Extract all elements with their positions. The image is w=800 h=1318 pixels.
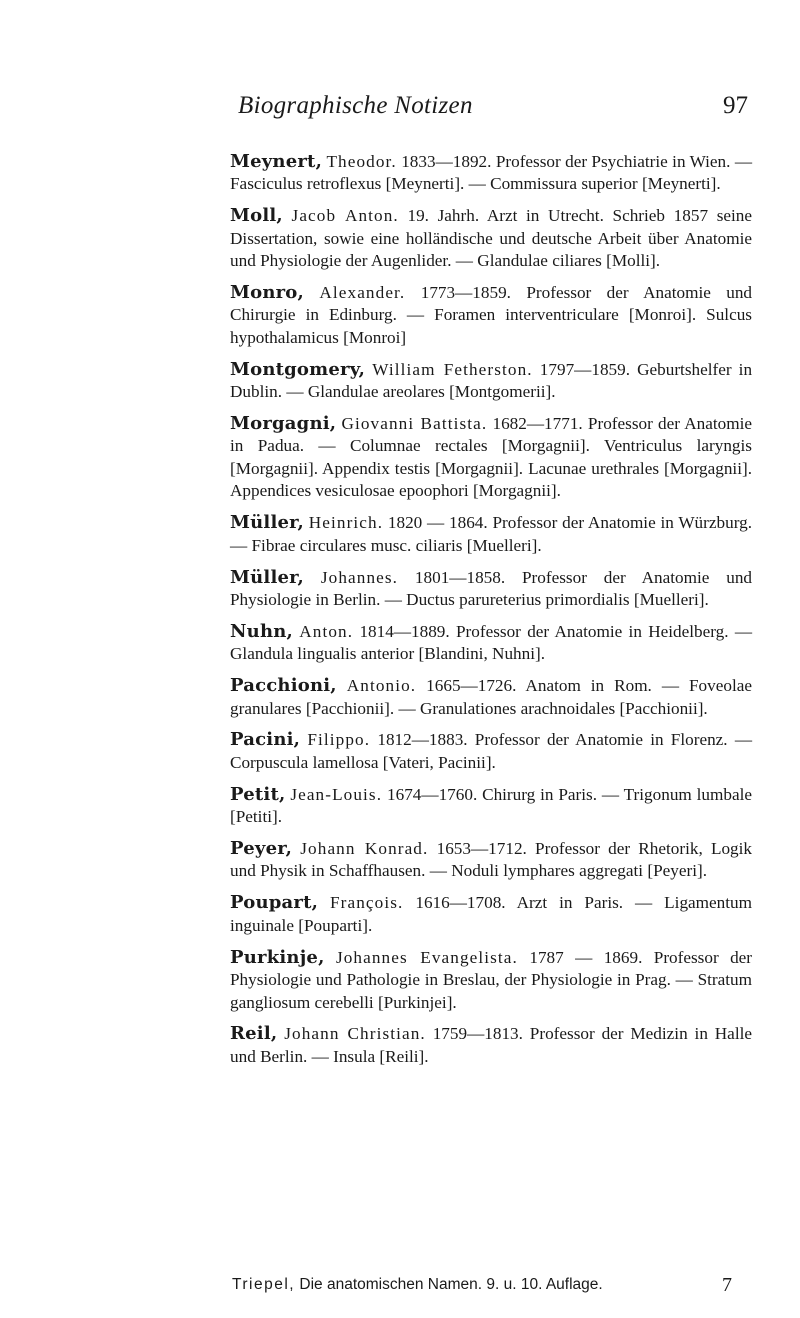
entry-given-name: Heinrich. — [308, 513, 384, 533]
entry-surname: Montgomery, — [230, 358, 366, 380]
entry-surname: Poupart, — [230, 892, 319, 914]
entry-text: 1787 — 1869. Professor der Physiologie und Pathologie in Breslau, der Physiologie in Prag. — Stratum gangliosum cerebelli [Purkinjei]. — [230, 947, 753, 1012]
entry-given-name: François. — [330, 893, 404, 913]
entry-text: 1674—1760. Chirurg in Paris. — Trigonum lumbale [Petiti]. — [230, 784, 753, 827]
entry-given-name: Jean-Louis. — [290, 784, 383, 804]
entry — [230, 413, 752, 503]
entry-surname: Meynert, — [230, 151, 323, 172]
entry — [230, 947, 752, 1014]
entry-surname: Müller, — [230, 566, 304, 588]
entry-surname: Pacini, — [230, 729, 301, 751]
entry-surname: Morgagni, — [230, 413, 337, 435]
entry-given-name: Johannes Evangelista. — [335, 947, 518, 967]
footer-author: Triepel, — [232, 1276, 296, 1293]
entry-text: 1814—1889. Professor der Anatomie in Heidelberg. — Glandula lingualis anterior [Blandini, Nuhni]. — [230, 621, 753, 664]
entry-given-name: Giovanni Battista. — [341, 414, 488, 434]
entry-given-name: Johannes. — [320, 567, 399, 587]
entry-text: 19. Jahrh. Arzt in Utrecht. Schrieb 1857 seine Dissertation, sowie eine holländische und deutsche Arbeit über Anatomie und Physiologie der Augenlider. — Glandulae ciliares [Molli]. — [230, 206, 753, 271]
entry-given-name: Johann Christian. — [284, 1024, 426, 1044]
entry — [230, 512, 752, 557]
entry — [230, 892, 752, 937]
entry-given-name: William Fetherston. — [372, 359, 533, 379]
entry — [230, 205, 752, 272]
entry-surname: Müller, — [230, 512, 304, 534]
page-footer — [232, 1276, 732, 1300]
entry — [230, 1023, 752, 1068]
entry — [230, 784, 752, 829]
entry-given-name: Alexander. — [319, 283, 406, 303]
entry-text: 1797—1859. Geburtshelfer in Dublin. — Glandulae areolares [Montgomerii]. — [230, 359, 753, 402]
entry-surname: Petit, — [230, 783, 286, 805]
entry — [230, 838, 752, 883]
entry-text: 1773—1859. Professor der Anatomie und Chirurgie in Edinburg. — Foramen interventriculare [Monroi]. Sulcus hypothalamicus [Monroi] — [230, 283, 753, 347]
entry-text: 1833—1892. Professor der Psychiatrie in Wien. — Fasciculus retroflexus [Meynerti]. — Commissura superior [Meynerti]. — [230, 152, 753, 194]
entry-given-name: Johann Konrad. — [300, 839, 429, 859]
entry — [230, 567, 752, 612]
page-number: 97 — [723, 92, 748, 119]
entry-text: 1653—1712. Professor der Rhetorik, Logik und Physik in Schaffhausen. — Noduli lymphares aggregati [Peyeri]. — [230, 839, 753, 881]
entry-text: 1616—1708. Arzt in Paris. — Ligamentum inguinale [Pouparti]. — [230, 893, 752, 935]
signature-mark: 7 — [722, 1274, 732, 1296]
entry-surname: Purkinje, — [230, 946, 325, 968]
entries-list — [230, 151, 752, 1078]
entry-surname: Reil, — [230, 1023, 278, 1045]
running-title: Biographische Notizen — [238, 92, 473, 119]
entry-text: 1665—1726. Anatom in Rom. — Foveolae granulares [Pacchionii]. — Granulationes arachnoidales [Pacchionii]. — [230, 676, 752, 718]
entry-text: 1682—1771. Professor der Anatomie in Padua. — Columnae rectales [Morgagnii]. Ventriculus laryngis [Morgagnii]. Appendix testis [Morgagnii]. Lacunae urethrales [Morgagnii]. Appendices vesiculosae epoophori [Morgagnii]. — [230, 414, 753, 501]
entry — [230, 621, 752, 666]
entry — [230, 151, 752, 196]
entry-given-name: Jacob Anton. — [291, 206, 399, 226]
entry — [230, 675, 752, 720]
entry-surname: Monro, — [230, 282, 304, 304]
entry-surname: Peyer, — [230, 838, 293, 860]
entry — [230, 282, 752, 349]
entry-surname: Moll, — [230, 205, 283, 227]
entry-text: 1759—1813. Professor der Medizin in Halle und Berlin. — Insula [Reili]. — [230, 1024, 752, 1066]
entry-text: 1801—1858. Professor der Anatomie und Physiologie in Berlin. — Ductus parureterius primordialis [Muelleri]. — [230, 567, 753, 609]
entry-given-name: Filippo. — [307, 730, 371, 750]
entry — [230, 359, 752, 404]
entry-given-name: Theodor. — [326, 152, 397, 171]
entry-surname: Pacchioni, — [230, 675, 337, 697]
entry-given-name: Antonio. — [346, 676, 417, 696]
entry-text: 1820 — 1864. Professor der Anatomie in Würzburg. — Fibrae circulares musc. ciliaris [Muelleri]. — [230, 513, 752, 555]
footer-book-title: Die anatomischen Namen. 9. u. 10. Auflage. — [299, 1276, 603, 1293]
entry-text: 1812—1883. Professor der Anatomie in Florenz. — Corpuscula lamellosa [Vateri, Pacinii]. — [230, 730, 753, 772]
entry — [230, 729, 752, 774]
running-head — [238, 92, 748, 132]
entry-surname: Nuhn, — [230, 620, 293, 642]
entry-given-name: Anton. — [299, 621, 354, 641]
